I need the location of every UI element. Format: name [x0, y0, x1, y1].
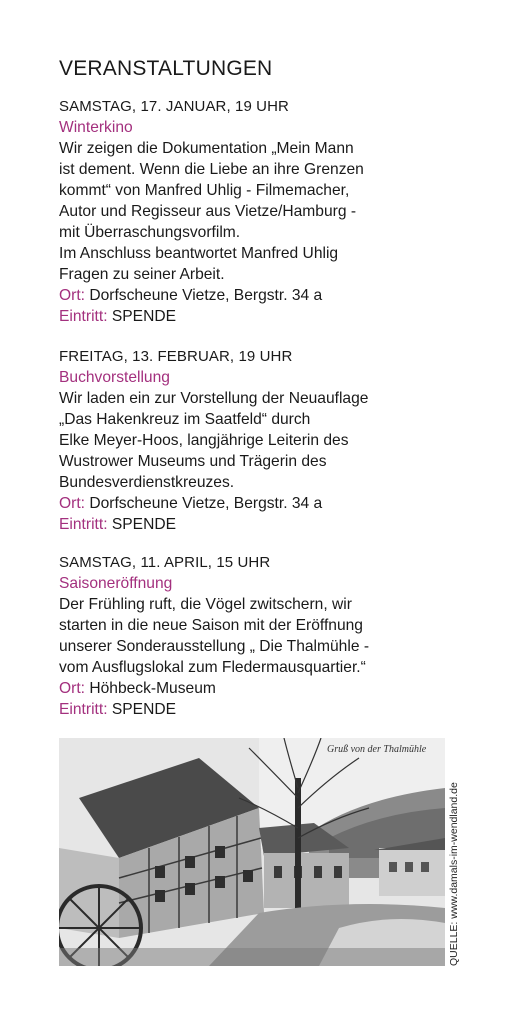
- event-admission: [59, 699, 449, 720]
- event-description-line: vom Ausflugslokal zum Fledermausquartier.“: [59, 659, 366, 676]
- location-value: Dorfscheune Vietze, Bergstr. 34 a: [85, 495, 323, 512]
- admission-value: SPENDE: [107, 701, 176, 718]
- event-description-line: Im Anschluss beantwortet Manfred Uhlig: [59, 245, 339, 262]
- location-value: Höhbeck-Museum: [85, 680, 216, 697]
- event-title: Saisoneröffnung: [59, 575, 173, 592]
- admission-value: SPENDE: [107, 308, 176, 325]
- event-description-line: Der Frühling ruft, die Vögel zwitschern, wir: [59, 596, 352, 613]
- photo-caption: Gruß von der Thalmühle: [327, 744, 427, 755]
- event-description-line: unserer Sonderausstellung „ Die Thalmühle -: [59, 638, 370, 655]
- location-label: Ort:: [59, 680, 85, 697]
- event-description-line: Wir zeigen die Dokumentation „Mein Mann: [59, 140, 354, 157]
- event-admission: [59, 514, 449, 535]
- event-description-line: mit Überraschungsvorfilm.: [59, 224, 241, 241]
- event-description-line: Wustrower Museums und Trägerin des: [59, 453, 327, 470]
- location-label: Ort:: [59, 287, 85, 304]
- event-admission: [59, 306, 449, 327]
- admission-label: Eintritt:: [59, 308, 108, 325]
- event-location: [59, 285, 449, 306]
- event-date: FREITAG, 13. FEBRUAR, 19 UHR: [59, 348, 293, 365]
- page-title: VERANSTALTUNGEN: [59, 57, 273, 80]
- event-description-line: Autor und Regisseur aus Vietze/Hamburg -: [59, 203, 357, 220]
- event-description-line: kommt“ von Manfred Uhlig - Filmemacher,: [59, 182, 350, 199]
- location-label: Ort:: [59, 495, 85, 512]
- event-title: Winterkino: [59, 119, 133, 136]
- event-location: [59, 493, 449, 514]
- event-description-line: starten in die neue Saison mit der Eröffnung: [59, 617, 363, 634]
- admission-label: Eintritt:: [59, 516, 108, 533]
- event-winterkino: [59, 96, 449, 327]
- event-title: Buchvorstellung: [59, 369, 170, 386]
- event-location: [59, 678, 449, 699]
- event-date: SAMSTAG, 17. JANUAR, 19 UHR: [59, 98, 289, 115]
- event-description-line: ist dement. Wenn die Liebe an ihre Grenzen: [59, 161, 364, 178]
- event-description-line: Fragen zu seiner Arbeit.: [59, 266, 225, 283]
- event-description-line: Elke Meyer-Hoos, langjährige Leiterin des: [59, 432, 349, 449]
- location-value: Dorfscheune Vietze, Bergstr. 34 a: [85, 287, 323, 304]
- photo-credit: QUELLE: www.damals-im-wendland.de: [448, 782, 460, 966]
- event-saisoneroeffnung: [59, 552, 449, 720]
- event-description-line: Bundesverdienstkreuzes.: [59, 474, 235, 491]
- historic-mill-photo: [59, 738, 445, 966]
- admission-value: SPENDE: [107, 516, 176, 533]
- event-description-line: Wir laden ein zur Vorstellung der Neuauflage: [59, 390, 369, 407]
- admission-label: Eintritt:: [59, 701, 108, 718]
- event-description-line: „Das Hakenkreuz im Saatfeld“ durch: [59, 411, 311, 428]
- event-buchvorstellung: [59, 346, 449, 535]
- event-date: SAMSTAG, 11. APRIL, 15 UHR: [59, 554, 271, 571]
